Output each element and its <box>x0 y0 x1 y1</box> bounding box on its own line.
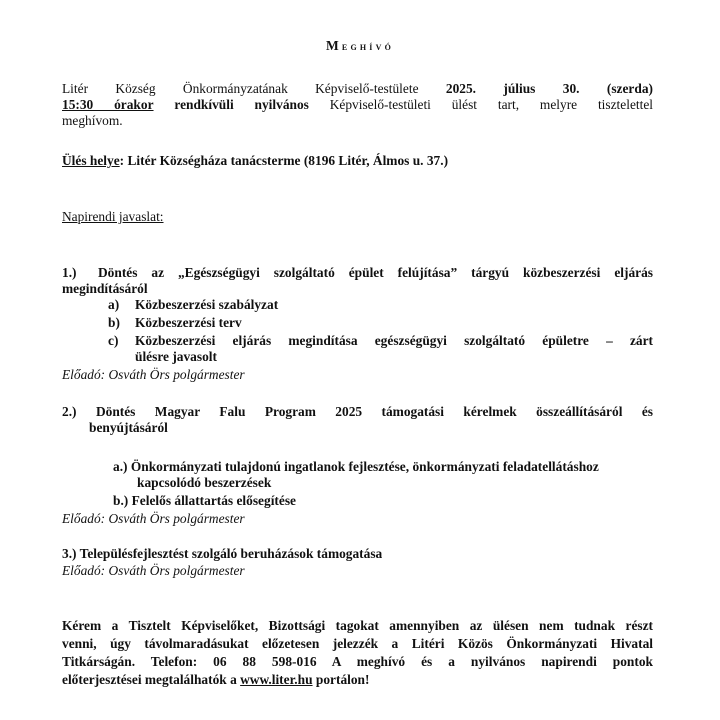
sub-item: b.) Felelős állattartás elősegítése <box>113 493 296 508</box>
speaker: Előadó: Osváth Örs polgármester <box>62 563 245 578</box>
sub-item: a) Közbeszerzési szabályzat <box>108 297 279 312</box>
website-link[interactable]: www.liter.hu <box>240 672 313 687</box>
agenda-item-3 <box>62 546 382 562</box>
sub-item: b) Közbeszerzési terv <box>108 315 242 330</box>
meeting-venue: Ülés helye: Litér Községháza tanácsterme (8196 Litér, Álmos u. 37.) <box>62 153 449 168</box>
speaker: Előadó: Osváth Örs polgármester <box>62 511 245 526</box>
meeting-time: 15:30 órakor <box>62 97 154 112</box>
agenda-heading: Napirendi javaslat: <box>62 209 164 224</box>
item-number: 3.) <box>62 546 77 561</box>
closing-paragraph: Kérem a Tisztelt Képviselőket, Bizottsági tagokat amennyiben az ülésen nem tudnak részt venni, úgy távolmaradásukat előzetesen jelezzék a Litéri Közös Önkormányzati Hivatal Titkárságán. Telefon: 06 88 598-016 A meghívó és a nyilvános napirendi pontok előterjesztései megtalálhatók a www.liter.hu portálon! <box>62 618 653 687</box>
item-title: Döntés az „Egészségügyi szolgáltató épület felújítása” tárgyú közbeszerzési eljárás <box>98 265 653 280</box>
meeting-date: 2025. július 30. (szerda) <box>445 81 653 96</box>
item-number: 1.) <box>62 265 77 280</box>
intro-paragraph: Litér Község Önkormányzatának Képviselő-testülete 2025. július 30. (szerda) 15:30 órakor rendkívüli nyilvános Képviselő-testületi ülést tart, melyre tisztelettel meghívom. <box>62 81 653 128</box>
speaker: Előadó: Osváth Örs polgármester <box>62 367 245 382</box>
page-title: Meghívó <box>325 38 395 53</box>
sub-item: a.) Önkormányzati tulajdonú ingatlanok fejlesztése, önkormányzati feladatellátáshoz kapcsolódó beszerzések <box>113 459 599 490</box>
agenda-item-2: 2.) Döntés Magyar Falu Program 2025 támogatási kérelmek összeállításáról és benyújtásáról <box>62 404 653 435</box>
item-title: Döntés Magyar Falu Program 2025 támogatási kérelmek összeállításáról és <box>95 404 653 419</box>
sub-item: c) Közbeszerzési eljárás megindítása egészségügyi szolgáltató épületre – zárt ülésre javasolt <box>108 333 653 364</box>
agenda-item-1: 1.) Döntés az „Egészségügyi szolgáltató épület felújítása” tárgyú közbeszerzési eljárás megindításáról <box>62 265 653 296</box>
item-title: Településfejlesztést szolgáló beruházások támogatása <box>79 546 383 561</box>
item-number: 2.) <box>62 404 77 419</box>
